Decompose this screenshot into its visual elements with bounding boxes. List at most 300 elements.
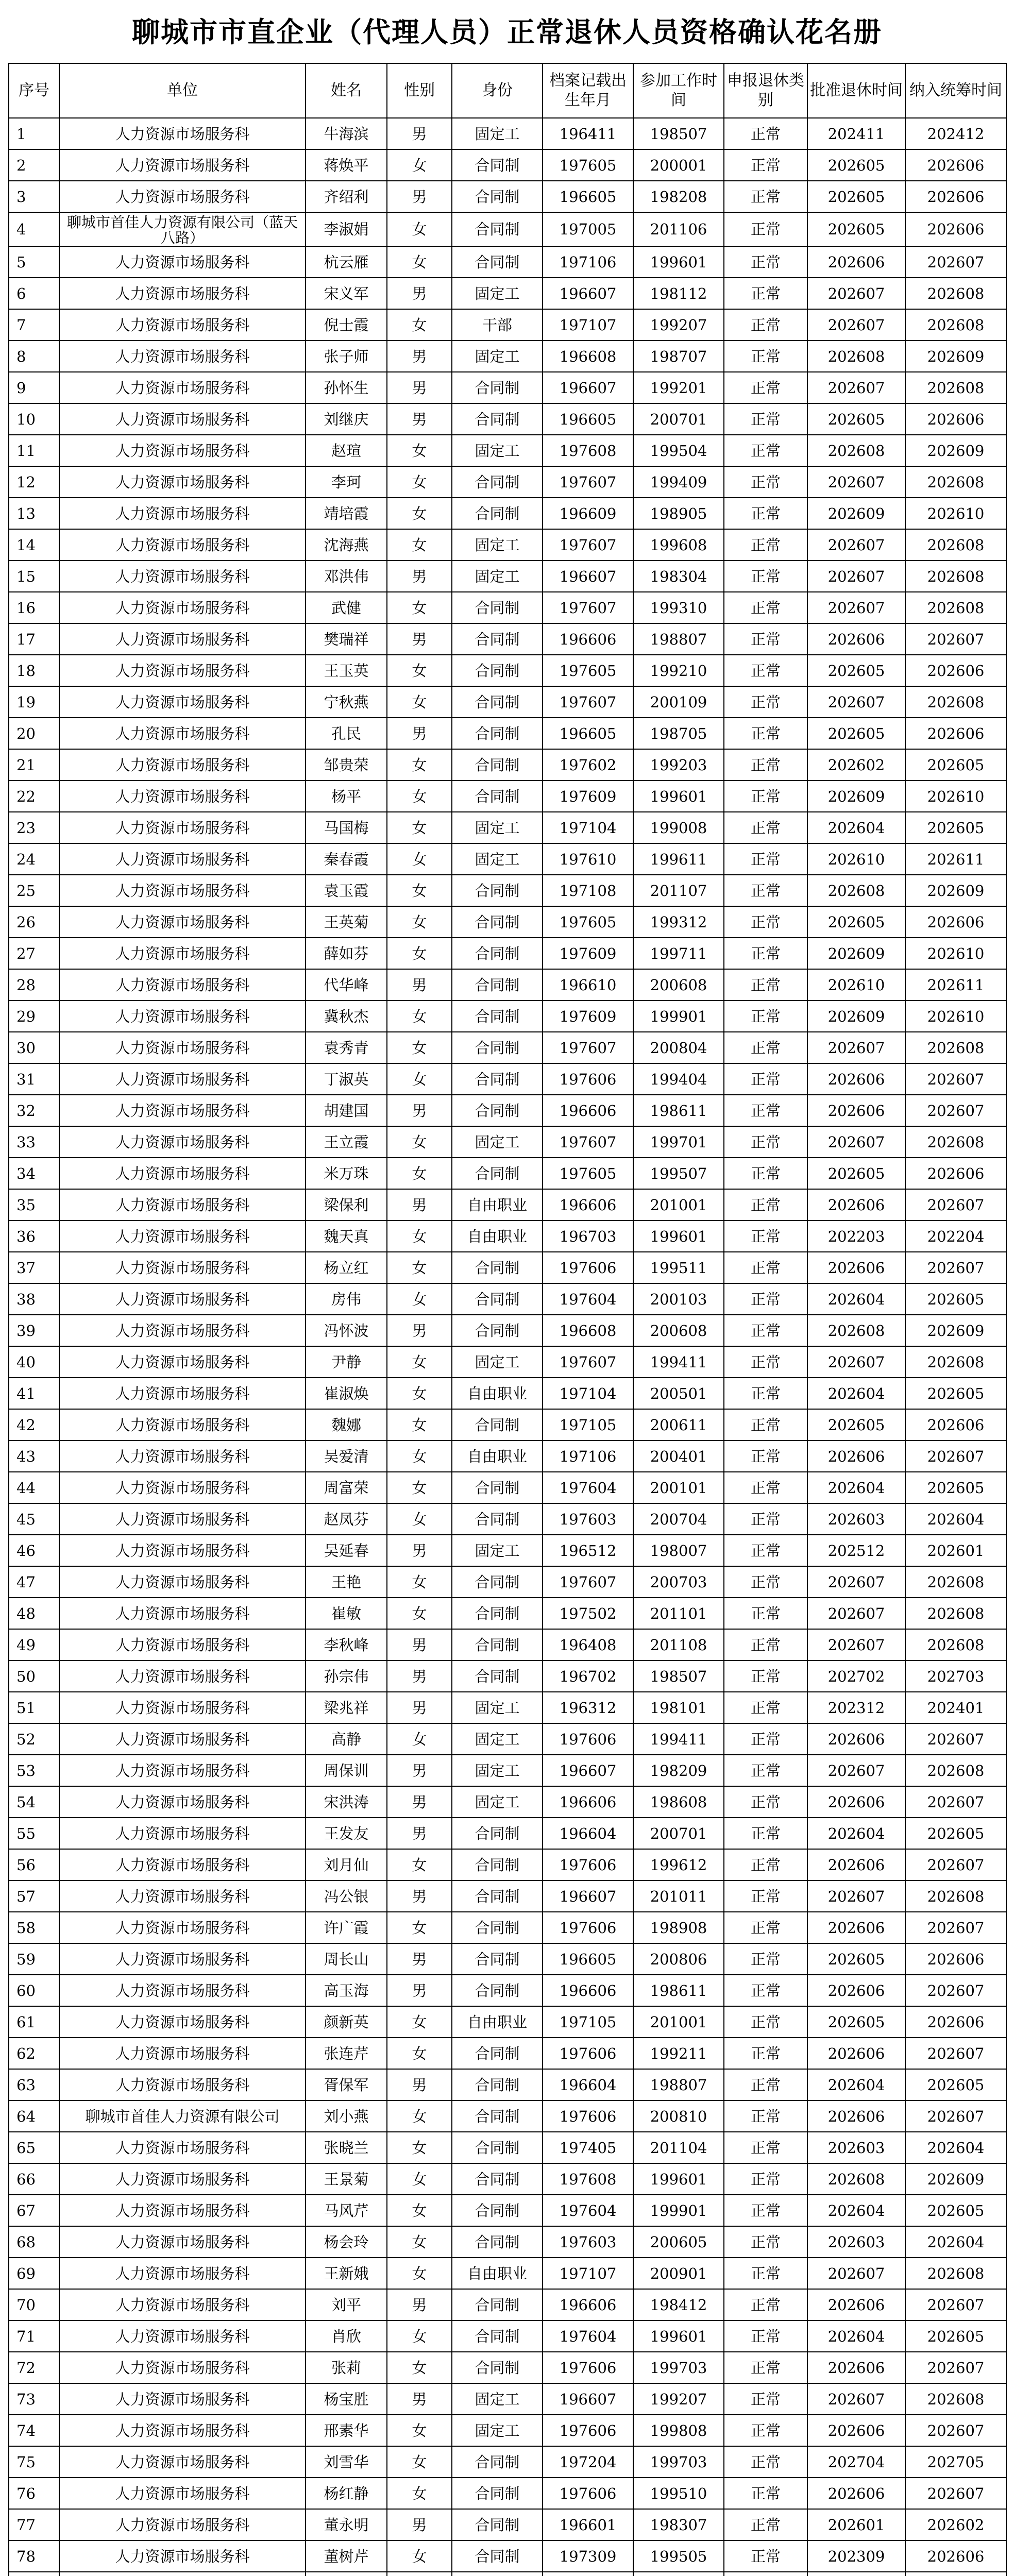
cell-gender: 女 (387, 1346, 452, 1378)
cell-birth-date: 197606 (543, 1723, 633, 1755)
cell-pooling-start: 202608 (905, 561, 1006, 592)
cell-identity: 合同制 (452, 1063, 543, 1095)
cell-retire-type: 正常 (724, 1032, 807, 1063)
table-row (9, 181, 1006, 212)
cell-name: 赵瑄 (306, 435, 387, 466)
cell-identity: 自由职业 (452, 1378, 543, 1409)
cell-approved-retire: 202512 (807, 1535, 905, 1566)
cell-seq: 58 (9, 1912, 59, 1943)
cell-birth-date: 196607 (543, 372, 633, 403)
cell-name: 薛如芬 (306, 938, 387, 969)
cell-gender: 女 (387, 435, 452, 466)
cell-gender: 女 (387, 2352, 452, 2383)
cell-seq: 13 (9, 498, 59, 529)
cell-approved-retire: 202604 (807, 2069, 905, 2100)
cell-seq: 67 (9, 2195, 59, 2226)
cell-work-start: 200901 (633, 2258, 724, 2289)
cell-retire-type: 正常 (724, 1692, 807, 1723)
cell-gender: 女 (387, 1378, 452, 1409)
cell-birth-date: 197607 (543, 1032, 633, 1063)
cell-seq: 5 (9, 246, 59, 278)
table-row (9, 1126, 1006, 1158)
table-row (9, 655, 1006, 686)
cell-seq: 26 (9, 906, 59, 938)
cell-pooling-start: 202608 (905, 2258, 1006, 2289)
cell-identity: 合同制 (452, 1660, 543, 1692)
cell-birth-date: 196610 (543, 969, 633, 1001)
cell-work-start: 200101 (633, 1472, 724, 1503)
cell-birth-date: 196411 (543, 118, 633, 149)
cell-name: 邹贵荣 (306, 749, 387, 781)
cell-unit: 人力资源市场服务科 (59, 843, 306, 875)
cell-seq: 66 (9, 2163, 59, 2195)
cell-identity: 合同制 (452, 592, 543, 623)
cell-pooling-start: 202609 (905, 341, 1006, 372)
table-row (9, 1880, 1006, 1912)
header-birth-date: 档案记载出生年月 (543, 63, 633, 118)
cell-work-start: 200611 (633, 1409, 724, 1440)
cell-birth-date: 197606 (543, 1252, 633, 1283)
header-work-start: 参加工作时间 (633, 63, 724, 118)
cell-seq: 57 (9, 1880, 59, 1912)
cell-gender: 女 (387, 466, 452, 498)
cell-approved-retire: 202604 (807, 1818, 905, 1849)
cell-identity: 合同制 (452, 1032, 543, 1063)
cell-retire-type: 正常 (724, 2132, 807, 2163)
cell-unit: 人力资源市场服务科 (59, 1912, 306, 1943)
table-row (9, 212, 1006, 246)
cell-work-start: 198208 (633, 181, 724, 212)
cell-identity: 合同制 (452, 403, 543, 435)
cell-seq: 42 (9, 1409, 59, 1440)
cell-gender: 男 (387, 969, 452, 1001)
cell-work-start: 198705 (633, 718, 724, 749)
cell-approved-retire: 202603 (807, 2132, 905, 2163)
cell-unit: 人力资源市场服务科 (59, 1032, 306, 1063)
cell-work-start: 199404 (633, 1063, 724, 1095)
cell-work-start: 201104 (633, 2132, 724, 2163)
table-row (9, 1472, 1006, 1503)
cell-unit: 人力资源市场服务科 (59, 118, 306, 149)
cell-work-start: 199808 (633, 2415, 724, 2446)
cell-birth-date: 197107 (543, 309, 633, 341)
cell-identity: 合同制 (452, 749, 543, 781)
cell-approved-retire: 202606 (807, 1440, 905, 1472)
cell-seq: 34 (9, 1158, 59, 1189)
cell-identity: 合同制 (452, 149, 543, 181)
cell-seq: 36 (9, 1221, 59, 1252)
cell-unit: 人力资源市场服务科 (59, 1189, 306, 1221)
cell-pooling-start: 202611 (905, 969, 1006, 1001)
cell-unit: 人力资源市场服务科 (59, 1283, 306, 1315)
cell-retire-type: 正常 (724, 1943, 807, 1975)
cell-name: 樊瑞祥 (306, 623, 387, 655)
cell-work-start: 201011 (633, 1880, 724, 1912)
cell-gender: 女 (387, 1503, 452, 1535)
cell-name: 冀秋杰 (306, 1001, 387, 1032)
cell-approved-retire: 202608 (807, 875, 905, 906)
cell-work-start: 199409 (633, 466, 724, 498)
cell-retire-type (724, 2572, 807, 2576)
cell-identity: 合同制 (452, 1001, 543, 1032)
cell-birth-date: 197607 (543, 466, 633, 498)
header-name: 姓名 (306, 63, 387, 118)
cell-retire-type: 正常 (724, 938, 807, 969)
cell-pooling-start: 202606 (905, 1158, 1006, 1189)
cell-identity: 合同制 (452, 655, 543, 686)
cell-retire-type: 正常 (724, 2320, 807, 2352)
table-row (9, 1723, 1006, 1755)
cell-identity: 合同制 (452, 372, 543, 403)
cell-gender: 男 (387, 1692, 452, 1723)
cell-approved-retire: 202607 (807, 1346, 905, 1378)
table-row (9, 1975, 1006, 2006)
table-row (9, 2320, 1006, 2352)
cell-identity: 固定工 (452, 2383, 543, 2415)
cell-identity: 合同制 (452, 2226, 543, 2258)
cell-seq: 76 (9, 2478, 59, 2509)
cell-retire-type: 正常 (724, 1378, 807, 1409)
cell-unit: 人力资源市场服务科 (59, 1975, 306, 2006)
table-row (9, 1409, 1006, 1440)
cell-name: 梁兆祥 (306, 1692, 387, 1723)
cell-work-start: 199701 (633, 1126, 724, 1158)
cell-unit: 人力资源市场服务科 (59, 2540, 306, 2572)
cell-pooling-start: 202607 (905, 1095, 1006, 1126)
cell-identity: 固定工 (452, 1723, 543, 1755)
cell-retire-type: 正常 (724, 718, 807, 749)
cell-gender: 男 (387, 1755, 452, 1786)
cell-pooling-start: 202606 (905, 181, 1006, 212)
cell-work-start: 198608 (633, 1786, 724, 1818)
cell-birth-date: 196312 (543, 1692, 633, 1723)
cell-unit: 人力资源市场服务科 (59, 2226, 306, 2258)
cell-name: 王艳 (306, 1566, 387, 1598)
cell-pooling-start: 202608 (905, 1598, 1006, 1629)
cell-birth-date: 197606 (543, 2038, 633, 2069)
cell-pooling-start: 202608 (905, 1566, 1006, 1598)
cell-work-start: 198304 (633, 561, 724, 592)
cell-unit: 聊城市首佳人力资源有限公司 (59, 2100, 306, 2132)
cell-approved-retire: 202606 (807, 2289, 905, 2320)
cell-name: 魏娜 (306, 1409, 387, 1440)
cell-birth-date: 196601 (543, 2509, 633, 2540)
cell-unit: 人力资源市场服务科 (59, 1440, 306, 1472)
table-row (9, 2163, 1006, 2195)
cell-retire-type: 正常 (724, 1346, 807, 1378)
cell-approved-retire: 202605 (807, 906, 905, 938)
cell-name: 胡建国 (306, 1095, 387, 1126)
cell-name: 邓洪伟 (306, 561, 387, 592)
cell-retire-type: 正常 (724, 1912, 807, 1943)
cell-seq: 16 (9, 592, 59, 623)
cell-gender: 男 (387, 403, 452, 435)
cell-name: 袁玉霞 (306, 875, 387, 906)
cell-seq: 70 (9, 2289, 59, 2320)
table-row (9, 2478, 1006, 2509)
table-row (9, 309, 1006, 341)
cell-unit: 人力资源市场服务科 (59, 718, 306, 749)
cell-birth-date: 197605 (543, 906, 633, 938)
cell-name: 牛海滨 (306, 118, 387, 149)
cell-identity: 合同制 (452, 1943, 543, 1975)
cell-name: 王发友 (306, 1818, 387, 1849)
cell-gender: 女 (387, 1566, 452, 1598)
cell-seq: 9 (9, 372, 59, 403)
cell-work-start: 198112 (633, 278, 724, 309)
header-pooling-start: 纳入统筹时间 (905, 63, 1006, 118)
cell-name: 李淑娟 (306, 212, 387, 246)
cell-approved-retire: 202606 (807, 246, 905, 278)
cell-approved-retire: 202605 (807, 718, 905, 749)
cell-work-start: 198307 (633, 2509, 724, 2540)
cell-pooling-start: 202609 (905, 435, 1006, 466)
cell-identity: 合同制 (452, 2446, 543, 2478)
cell-unit: 人力资源市场服务科 (59, 2069, 306, 2100)
cell-gender: 男 (387, 1535, 452, 1566)
cell-seq: 14 (9, 529, 59, 561)
cell-approved-retire: 202309 (807, 2540, 905, 2572)
cell-pooling-start: 202608 (905, 372, 1006, 403)
cell-unit: 人力资源市场服务科 (59, 686, 306, 718)
cell-work-start: 200806 (633, 1943, 724, 1975)
cell-work-start: 200103 (633, 1283, 724, 1315)
cell-identity: 自由职业 (452, 2006, 543, 2038)
header-unit: 单位 (59, 63, 306, 118)
table-row (9, 2446, 1006, 2478)
cell-seq: 21 (9, 749, 59, 781)
cell-birth-date: 197608 (543, 2163, 633, 2195)
cell-pooling-start: 202610 (905, 938, 1006, 969)
cell-seq: 78 (9, 2540, 59, 2572)
cell-name: 王玉英 (306, 655, 387, 686)
cell-work-start: 199207 (633, 309, 724, 341)
cell-name: 李秋峰 (306, 1629, 387, 1660)
table-row (9, 2006, 1006, 2038)
cell-identity: 合同制 (452, 2195, 543, 2226)
cell-identity: 合同制 (452, 246, 543, 278)
cell-approved-retire: 202604 (807, 812, 905, 843)
table-row (9, 2383, 1006, 2415)
cell-work-start: 198101 (633, 1692, 724, 1723)
cell-approved-retire: 202605 (807, 181, 905, 212)
table-row (9, 1346, 1006, 1378)
cell-birth-date: 196609 (543, 498, 633, 529)
cell-identity: 固定工 (452, 843, 543, 875)
cell-retire-type: 正常 (724, 655, 807, 686)
cell-identity: 合同制 (452, 2100, 543, 2132)
cell-gender: 女 (387, 1063, 452, 1095)
cell-gender: 女 (387, 1723, 452, 1755)
cell-unit: 人力资源市场服务科 (59, 1503, 306, 1535)
cell-seq: 20 (9, 718, 59, 749)
cell-approved-retire: 202606 (807, 1063, 905, 1095)
cell-unit: 人力资源市场服务科 (59, 466, 306, 498)
table-row (9, 278, 1006, 309)
cell-seq: 74 (9, 2415, 59, 2446)
cell-seq: 2 (9, 149, 59, 181)
cell-birth-date: 197605 (543, 149, 633, 181)
cell-work-start: 199505 (633, 2540, 724, 2572)
cell-birth-date: 197107 (543, 2258, 633, 2289)
cell-identity: 合同制 (452, 212, 543, 246)
cell-birth-date: 197108 (543, 875, 633, 906)
cell-approved-retire: 202604 (807, 2195, 905, 2226)
cell-approved-retire: 202606 (807, 2415, 905, 2446)
cell-approved-retire: 202606 (807, 1252, 905, 1283)
cell-identity: 合同制 (452, 2509, 543, 2540)
cell-retire-type: 正常 (724, 1503, 807, 1535)
cell-seq: 52 (9, 1723, 59, 1755)
cell-birth-date: 196604 (543, 2069, 633, 2100)
cell-identity: 合同制 (452, 1472, 543, 1503)
cell-birth-date: 196606 (543, 2289, 633, 2320)
cell-unit: 人力资源市场服务科 (59, 1692, 306, 1723)
cell-retire-type: 正常 (724, 969, 807, 1001)
cell-approved-retire: 202607 (807, 686, 905, 718)
cell-retire-type: 正常 (724, 1975, 807, 2006)
cell-birth-date: 197106 (543, 246, 633, 278)
cell-work-start: 200804 (633, 1032, 724, 1063)
cell-birth-date: 196607 (543, 278, 633, 309)
table-row (9, 1503, 1006, 1535)
cell-birth-date: 197607 (543, 592, 633, 623)
cell-birth-date: 197607 (543, 1566, 633, 1598)
cell-birth-date: 197609 (543, 1001, 633, 1032)
cell-identity: 合同制 (452, 623, 543, 655)
cell-identity: 合同制 (452, 1975, 543, 2006)
cell-approved-retire: 202702 (807, 1660, 905, 1692)
cell-pooling-start: 202608 (905, 278, 1006, 309)
cell-retire-type: 正常 (724, 1786, 807, 1818)
cell-work-start: 199612 (633, 1849, 724, 1880)
cell-gender: 女 (387, 1158, 452, 1189)
cell-pooling-start: 202607 (905, 2038, 1006, 2069)
cell-approved-retire: 202608 (807, 1315, 905, 1346)
cell-work-start: 199504 (633, 435, 724, 466)
cell-pooling-start: 202605 (905, 1378, 1006, 1409)
cell-identity: 合同制 (452, 1912, 543, 1943)
cell-pooling-start (905, 2572, 1006, 2576)
cell-pooling-start: 202401 (905, 1692, 1006, 1723)
cell-name: 冯公银 (306, 1880, 387, 1912)
cell-work-start (633, 2572, 724, 2576)
cell-identity: 合同制 (452, 875, 543, 906)
cell-birth-date: 196607 (543, 1755, 633, 1786)
cell-birth-date: 197606 (543, 1063, 633, 1095)
cell-name: 杨会玲 (306, 2226, 387, 2258)
cell-approved-retire: 202607 (807, 2383, 905, 2415)
cell-seq: 64 (9, 2100, 59, 2132)
cell-unit: 人力资源市场服务科 (59, 1818, 306, 1849)
cell-approved-retire: 202606 (807, 1912, 905, 1943)
cell-birth-date: 197607 (543, 1346, 633, 1378)
cell-birth-date: 196702 (543, 1660, 633, 1692)
cell-unit: 人力资源市场服务科 (59, 309, 306, 341)
cell-work-start: 199310 (633, 592, 724, 623)
cell-retire-type: 正常 (724, 212, 807, 246)
cell-birth-date: 197609 (543, 938, 633, 969)
cell-name (306, 2572, 387, 2576)
table-row (9, 781, 1006, 812)
cell-approved-retire: 202607 (807, 1566, 905, 1598)
cell-approved-retire: 202704 (807, 2446, 905, 2478)
cell-unit: 聊城市首佳人力资源有限公司（蓝天八路） (59, 212, 306, 246)
cell-approved-retire: 202607 (807, 466, 905, 498)
cell-retire-type: 正常 (724, 1723, 807, 1755)
cell-gender: 女 (387, 1409, 452, 1440)
cell-gender: 女 (387, 2258, 452, 2289)
cell-seq: 32 (9, 1095, 59, 1126)
cell-name: 刘月仙 (306, 1849, 387, 1880)
cell-pooling-start: 202607 (905, 1912, 1006, 1943)
page-title: 聊城市市直企业（代理人员）正常退休人员资格确认花名册 (132, 15, 882, 48)
cell-unit: 人力资源市场服务科 (59, 181, 306, 212)
cell-unit: 人力资源市场服务科 (59, 875, 306, 906)
cell-birth-date: 197607 (543, 686, 633, 718)
cell-unit: 人力资源市场服务科 (59, 403, 306, 435)
header-identity: 身份 (452, 63, 543, 118)
cell-gender: 女 (387, 2478, 452, 2509)
cell-unit: 人力资源市场服务科 (59, 372, 306, 403)
cell-birth-date: 197204 (543, 2446, 633, 2478)
cell-unit: 人力资源市场服务科 (59, 1786, 306, 1818)
cell-retire-type: 正常 (724, 2226, 807, 2258)
cell-seq: 68 (9, 2226, 59, 2258)
cell-pooling-start: 202705 (905, 2446, 1006, 2478)
cell-identity: 固定工 (452, 1346, 543, 1378)
cell-unit: 人力资源市场服务科 (59, 2352, 306, 2383)
cell-approved-retire: 202605 (807, 212, 905, 246)
cell-name: 杨立红 (306, 1252, 387, 1283)
cell-name: 胥保军 (306, 2069, 387, 2100)
cell-work-start: 199312 (633, 906, 724, 938)
cell-name: 许广霞 (306, 1912, 387, 1943)
cell-work-start: 199211 (633, 2038, 724, 2069)
cell-retire-type: 正常 (724, 278, 807, 309)
cell-identity: 合同制 (452, 686, 543, 718)
cell-seq: 10 (9, 403, 59, 435)
header-retire-type: 申报退休类别 (724, 63, 807, 118)
cell-gender: 男 (387, 623, 452, 655)
cell-identity: 固定工 (452, 1786, 543, 1818)
cell-birth-date: 196605 (543, 1943, 633, 1975)
cell-identity: 合同制 (452, 2289, 543, 2320)
table-row (9, 2258, 1006, 2289)
cell-approved-retire: 202609 (807, 1001, 905, 1032)
cell-identity: 合同制 (452, 1849, 543, 1880)
cell-retire-type: 正常 (724, 1818, 807, 1849)
cell-gender: 女 (387, 212, 452, 246)
table-row (9, 118, 1006, 149)
cell-seq: 17 (9, 623, 59, 655)
cell-identity (452, 2572, 543, 2576)
cell-retire-type: 正常 (724, 2258, 807, 2289)
cell-unit: 人力资源市场服务科 (59, 1943, 306, 1975)
table-row (9, 1755, 1006, 1786)
cell-birth-date: 197605 (543, 1158, 633, 1189)
cell-retire-type: 正常 (724, 403, 807, 435)
cell-seq: 7 (9, 309, 59, 341)
cell-gender: 男 (387, 2509, 452, 2540)
table-row (9, 1283, 1006, 1315)
cell-gender: 女 (387, 592, 452, 623)
cell-gender: 女 (387, 749, 452, 781)
table-row (9, 906, 1006, 938)
cell-gender: 男 (387, 2069, 452, 2100)
cell-name: 杨宝胜 (306, 2383, 387, 2415)
cell-gender: 女 (387, 2038, 452, 2069)
